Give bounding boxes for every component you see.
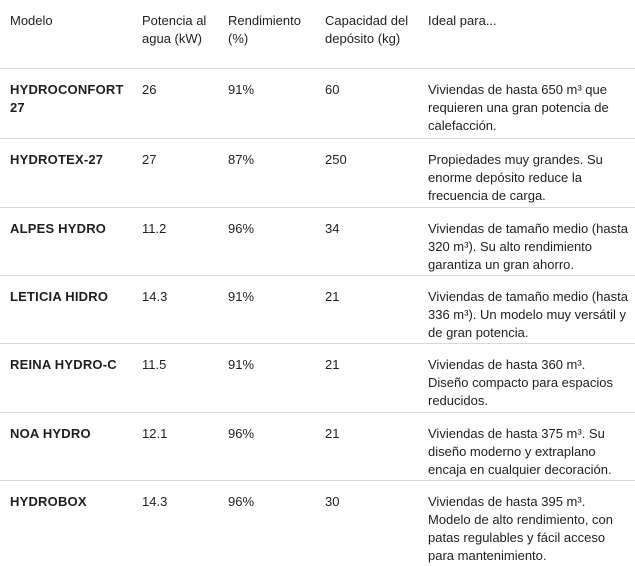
model-name: NOA HYDRO [10,426,91,441]
power-value: 14.3 [142,494,168,509]
model-name: LETICIA HIDRO [10,289,109,304]
capacity-value: 60 [325,82,340,97]
model-name: HYDROCONFORT 27 [10,82,124,115]
ideal-text: Viviendas de hasta 395 m³. Modelo de alto rendimiento, con patas regulables y fácil acceso para mantenimiento. [428,494,614,563]
capacity-value: 30 [325,494,340,509]
header-efficiency: Rendimiento (%) [228,13,301,46]
header-power: Potencia al agua (kW) [142,13,207,46]
model-name: HYDROTEX-27 [10,152,104,167]
model-name: HYDROBOX [10,494,87,509]
header-capacity: Capacidad del depósito (kg) [325,13,409,46]
ideal-text: Viviendas de hasta 375 m³. Su diseño moderno y extraplano encaja en cualquier decoración. [428,426,612,477]
efficiency-value: 96% [228,221,255,236]
table-row [0,139,635,208]
table-row [0,344,635,413]
power-value: 26 [142,82,157,97]
capacity-value: 21 [325,289,340,304]
table-row [0,208,635,276]
capacity-value: 250 [325,152,347,167]
efficiency-value: 91% [228,82,255,97]
model-name: ALPES HYDRO [10,221,107,236]
capacity-value: 21 [325,357,340,372]
efficiency-value: 91% [228,357,255,372]
capacity-value: 34 [325,221,340,236]
efficiency-value: 96% [228,426,255,441]
ideal-text: Propiedades muy grandes. Su enorme depósito reduce la frecuencia de carga. [428,152,603,203]
ideal-text: Viviendas de hasta 650 m³ que requieren una gran potencia de calefacción. [428,82,609,133]
ideal-text: Viviendas de tamaño medio (hasta 320 m³). Su alto rendimiento garantiza un gran ahorro. [428,221,628,272]
efficiency-value: 87% [228,152,255,167]
table-header-row [0,0,635,69]
table-row [0,413,635,481]
table-row [0,481,635,566]
ideal-text: Viviendas de hasta 360 m³. Diseño compacto para espacios reducidos. [428,357,613,408]
table-row [0,276,635,344]
ideal-text: Viviendas de tamaño medio (hasta 336 m³). Un modelo muy versátil y de gran potencia. [428,289,628,340]
efficiency-value: 91% [228,289,255,304]
power-value: 12.1 [142,426,168,441]
header-ideal: Ideal para... [428,13,497,28]
header-model: Modelo [10,13,53,28]
efficiency-value: 96% [228,494,255,509]
power-value: 11.5 [142,357,167,372]
power-value: 11.2 [142,221,167,236]
capacity-value: 21 [325,426,340,441]
table-row [0,69,635,139]
power-value: 27 [142,152,157,167]
model-name: REINA HYDRO-C [10,357,117,372]
power-value: 14.3 [142,289,168,304]
